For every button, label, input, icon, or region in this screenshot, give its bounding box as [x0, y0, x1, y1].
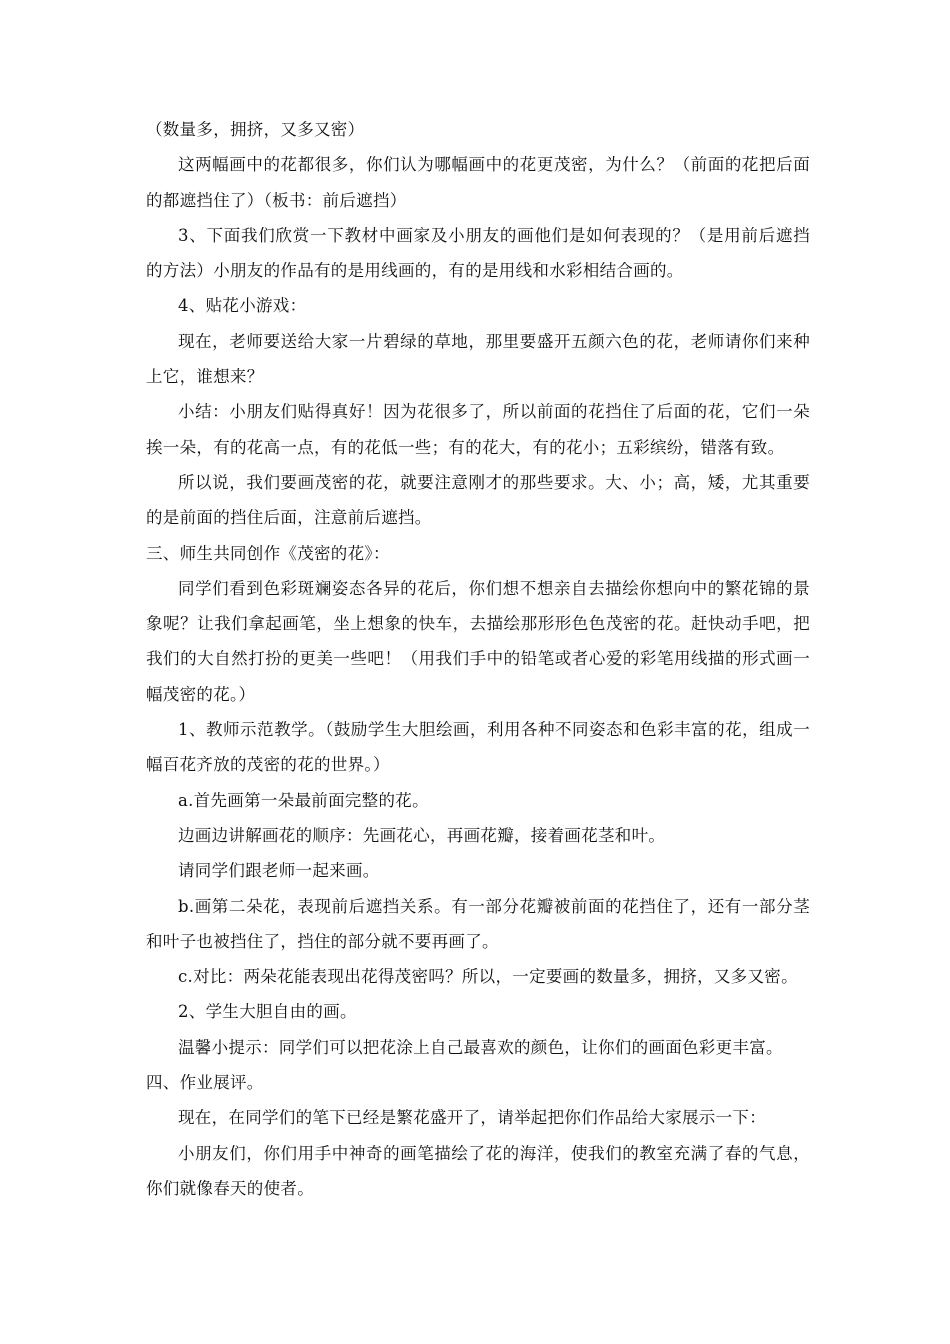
- paragraph: 2、学生大胆自由的画。: [178, 1002, 357, 1022]
- paragraph: 这两幅画中的花都很多，你们认为哪幅画中的花更茂密，为什么？（前面的花把后面的都遮挡住了）（板书：前后遮挡）: [146, 155, 810, 210]
- paragraph: b.画第二朵花，表现前后遮挡关系。有一部分花瓣被前面的花挡住了，还有一部分茎和叶子也被挡住了，挡住的部分就不要再画了。: [146, 896, 810, 951]
- paragraph: 请同学们跟老师一起来画。: [178, 861, 380, 881]
- section-heading: 三、师生共同创作《茂密的花》：: [146, 543, 390, 563]
- paragraph: 同学们看到色彩斑斓姿态各异的花后，你们想不想亲自去描绘你想向中的繁花锦的景象呢？让我们拿起画笔，坐上想象的快车，去描绘那形形色色茂密的花。赶快动手吧，把我们的大自然打扮的更美一些吧！（用我们手中的铅笔或者心爱的彩笔用线描的形式画一幅茂密的花。）: [146, 578, 810, 704]
- paragraph: 3、下面我们欣赏一下教材中画家及小朋友的画他们是如何表现的？（是用前后遮挡的方法）小朋友的作品有的是用线画的，有的是用线和水彩相结合画的。: [146, 225, 810, 281]
- paragraph: 1、教师示范教学。（鼓励学生大胆绘画，利用各种不同姿态和色彩丰富的花，组成一幅百花齐放的茂密的花的世界。）: [146, 720, 810, 775]
- paragraph: 所以说，我们要画茂密的花，就要注意刚才的那些要求。大、小；高，矮，尤其重要的是前面的挡住后面，注意前后遮挡。: [146, 472, 810, 528]
- paragraph: a.首先画第一朵最前面完整的花。: [178, 790, 429, 810]
- paragraph: 小朋友们，你们用手中神奇的画笔描绘了花的海洋，使我们的教室充满了春的气息，你们就像春天的使者。: [146, 1143, 810, 1198]
- paragraph: 小结：小朋友们贴得真好！因为花很多了，所以前面的花挡住了后面的花，它们一朵挨一朵，有的花高一点，有的花低一些；有的花大，有的花小；五彩缤纷，错落有致。: [146, 402, 810, 457]
- document-body: [146, 112, 810, 1206]
- paragraph: 4、贴花小游戏：: [178, 296, 307, 316]
- paragraph: c.对比：两朵花能表现出花得茂密吗？所以，一定要画的数量多，拥挤，又多又密。: [178, 967, 798, 987]
- paragraph: 温馨小提示：同学们可以把花涂上自己最喜欢的颜色，让你们的画面色彩更丰富。: [178, 1037, 783, 1057]
- paragraph: 现在，在同学们的笔下已经是繁花盛开了，请举起把你们作品给大家展示一下：: [178, 1108, 766, 1128]
- paragraph: 边画边讲解画花的顺序：先画花心，再画花瓣，接着画花茎和叶。: [178, 825, 666, 845]
- section-heading: 四、作业展评。: [146, 1073, 264, 1093]
- paragraph: （数量多，拥挤，又多又密）: [146, 120, 365, 139]
- paragraph: 现在，老师要送给大家一片碧绿的草地，那里要盛开五颜六色的花，老师请你们来种上它，谁想来？: [146, 331, 810, 387]
